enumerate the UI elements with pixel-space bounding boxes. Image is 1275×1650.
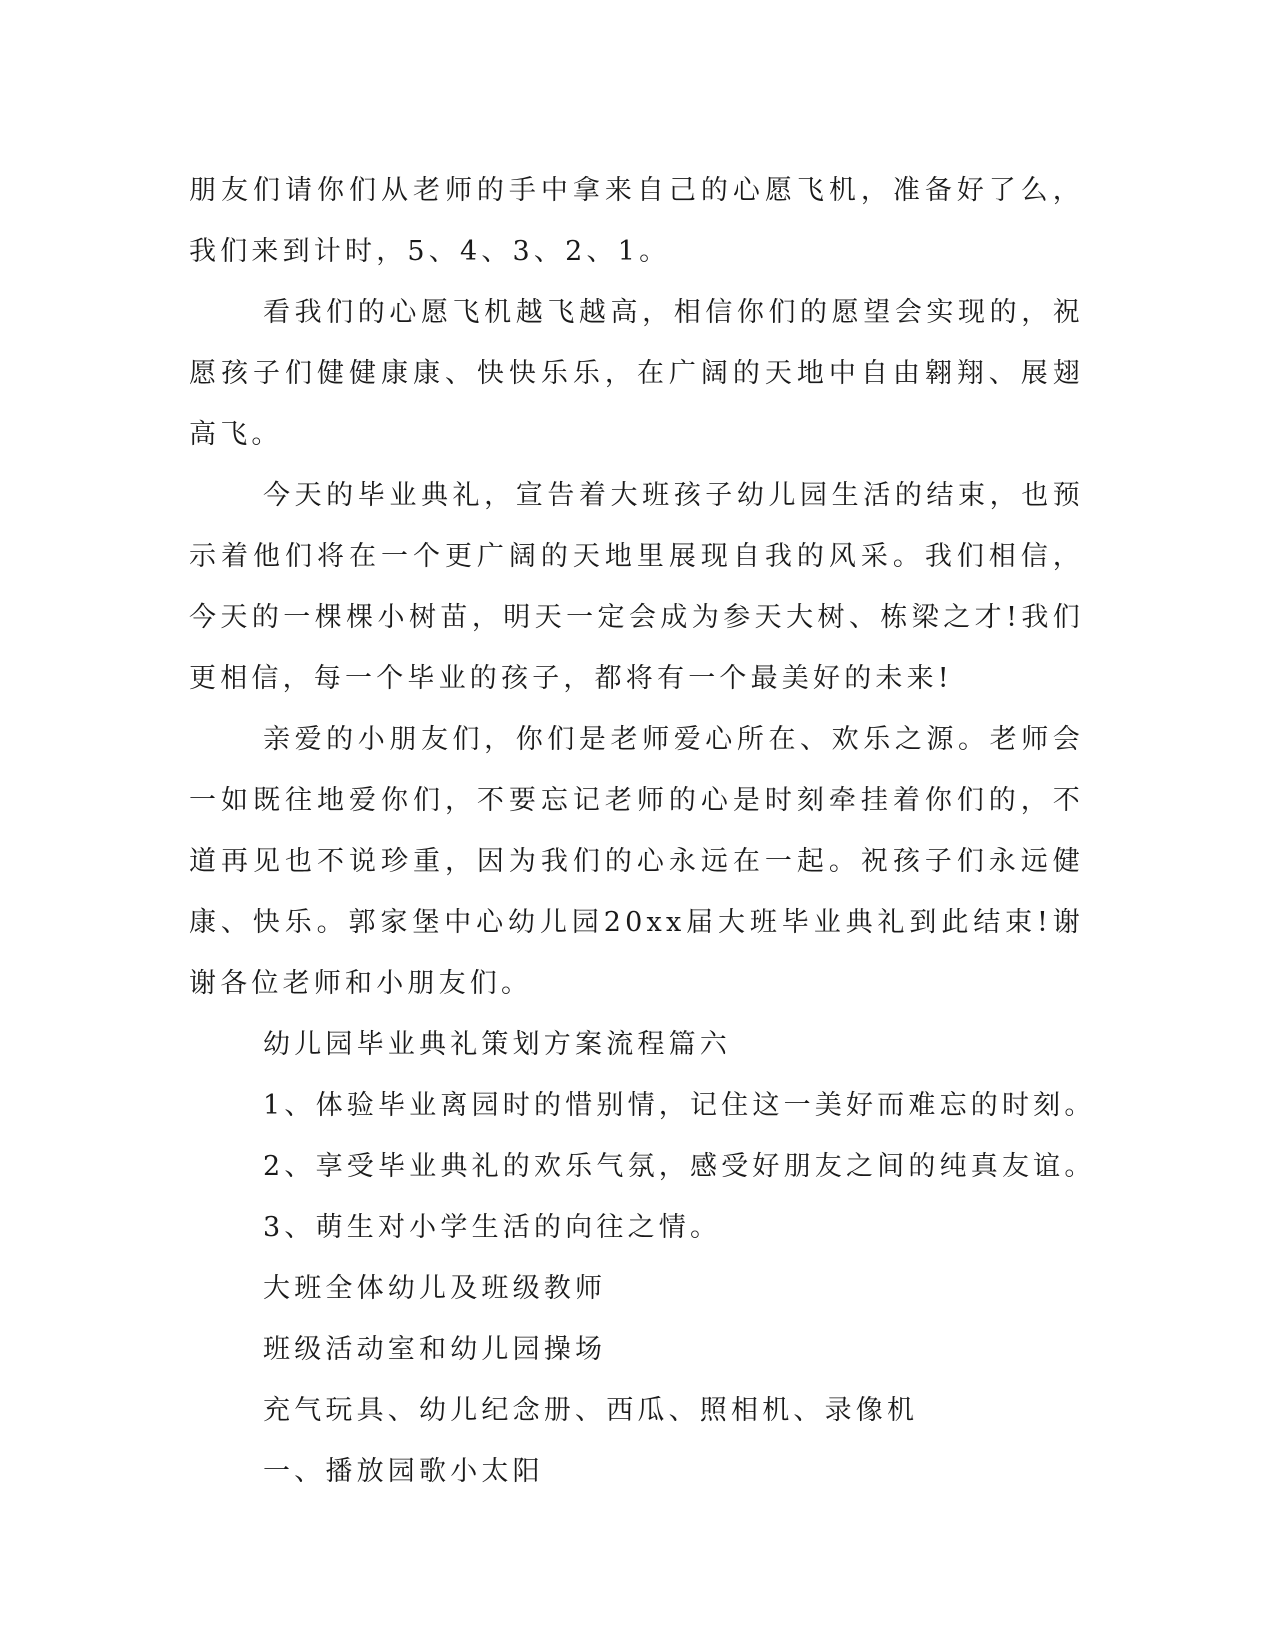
paragraph-wish-planes: 看我们的心愿飞机越飞越高，相信你们的愿望会实现的，祝愿孩子们健健康康、快快乐乐，在广阔的天地中自由翱翔、展翅高飞。 — [189, 297, 1084, 450]
step-one-line: 一、播放园歌小太阳 — [263, 1456, 544, 1487]
participants-line: 大班全体幼儿及班级教师 — [263, 1273, 607, 1304]
section-title: 幼儿园毕业典礼策划方案流程篇六 — [263, 1029, 731, 1060]
goal-item-3: 3、萌生对小学生活的向往之情。 — [263, 1212, 722, 1243]
document-body — [189, 160, 1096, 1502]
paragraph-graduation-ceremony: 今天的毕业典礼，宣告着大班孩子幼儿园生活的结束，也预示着他们将在一个更广阔的天地里展现自我的风采。我们相信，今天的一棵棵小树苗，明天一定会成为参天大树、栋梁之才!我们更相信，每一个毕业的孩子，都将有一个最美好的未来! — [189, 480, 1084, 694]
materials-line: 充气玩具、幼儿纪念册、西瓜、照相机、录像机 — [263, 1395, 919, 1426]
location-line: 班级活动室和幼儿园操场 — [263, 1334, 607, 1365]
goal-item-1: 1、体验毕业离园时的惜别情，记住这一美好而难忘的时刻。 — [263, 1090, 1096, 1121]
paragraph-closing-remarks: 亲爱的小朋友们，你们是老师爱心所在、欢乐之源。老师会一如既往地爱你们，不要忘记老师的心是时刻牵挂着你们的，不道再见也不说珍重，因为我们的心永远在一起。祝孩子们永远健康、快乐。郭家堡中心幼儿园20xx届大班毕业典礼到此结束!谢谢各位老师和小朋友们。 — [189, 724, 1084, 999]
paragraph-countdown: 朋友们请你们从老师的手中拿来自己的心愿飞机，准备好了么，我们来到计时，5、4、3、2、1。 — [189, 175, 1084, 267]
goal-item-2: 2、享受毕业典礼的欢乐气氛，感受好朋友之间的纯真友谊。 — [263, 1151, 1096, 1182]
